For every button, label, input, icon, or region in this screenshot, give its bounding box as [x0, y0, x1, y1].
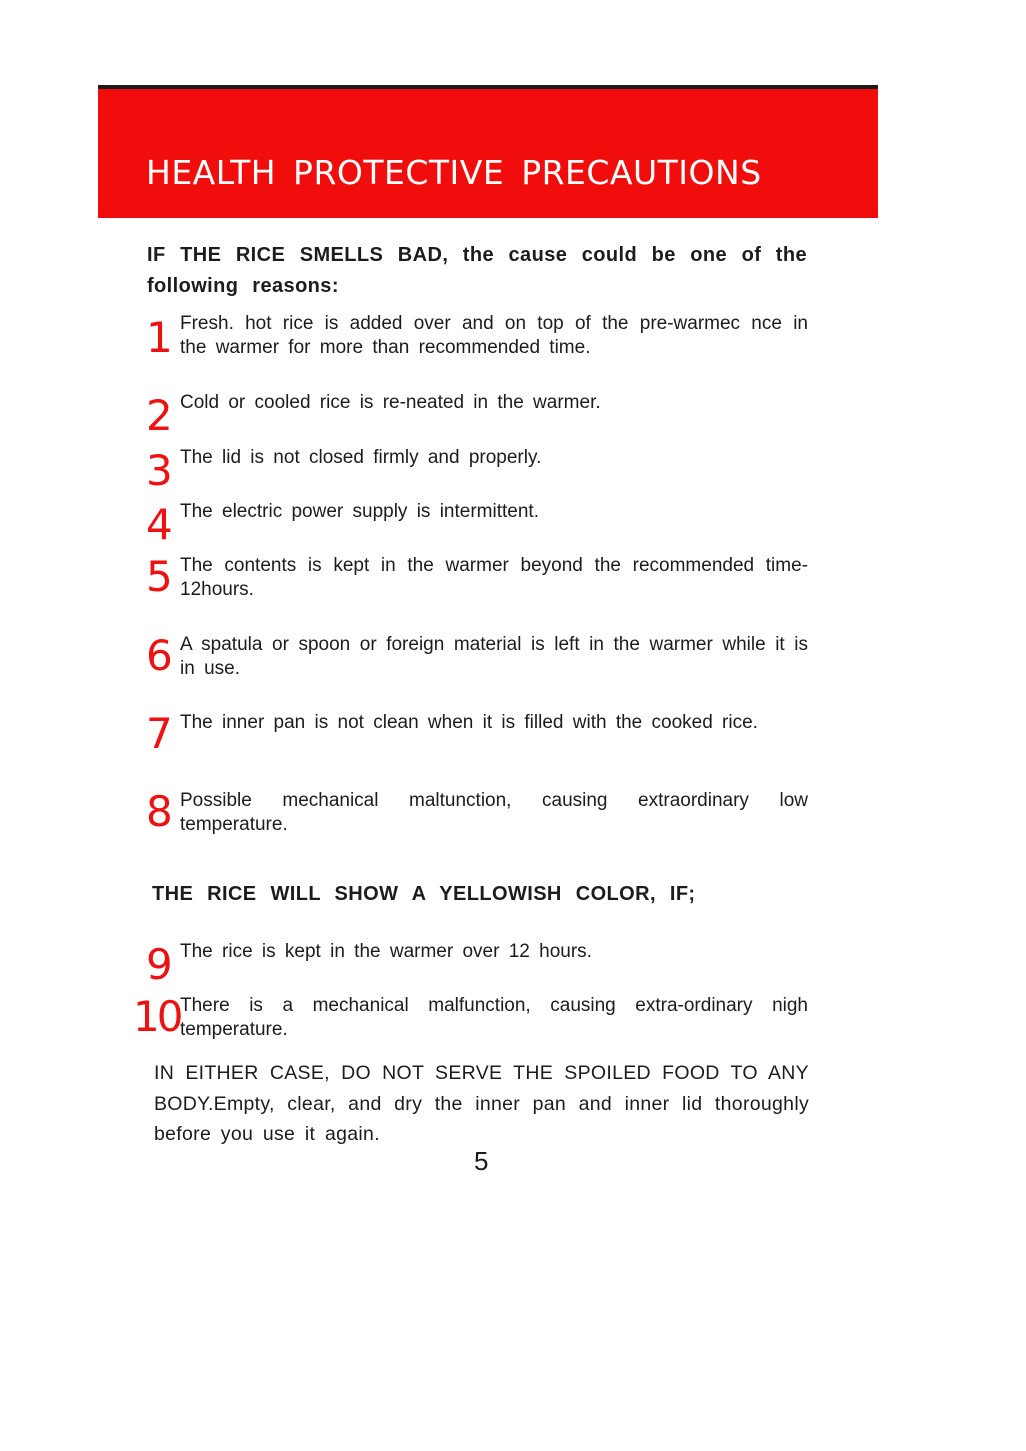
item-number: 9 — [146, 940, 173, 989]
item-text: There is a mechanical malfunction, causing extra-ordinary nigh temperature. — [180, 995, 808, 1040]
title-banner — [98, 89, 878, 218]
item-number: 1 — [146, 313, 173, 362]
page-title: HEALTH PROTECTIVE PRECAUTIONS — [146, 153, 762, 192]
item-number: 2 — [146, 391, 173, 440]
item-text: The inner pan is not clean when it is filled with the cooked rice. — [180, 712, 758, 733]
item-number: 4 — [146, 500, 173, 549]
item-text: The lid is not closed firmly and properly. — [180, 447, 542, 468]
item-text: The electric power supply is intermittent. — [180, 501, 539, 522]
item-text: A spatula or spoon or foreign material is left in the warmer while it is in use. — [180, 634, 808, 679]
item-number: 10 — [133, 992, 181, 1041]
section-heading-bad-smell: IF THE RICE SMELLS BAD, the cause could be one of the following reasons: — [147, 244, 807, 297]
item-text: Possible mechanical maltunction, causing extraordinary low temperature. — [180, 790, 808, 835]
page-number: 5 — [474, 1146, 489, 1176]
item-text: Fresh. hot rice is added over and on top of the pre-warmec nce in the warmer for more than recommended time. — [180, 313, 808, 358]
item-text: Cold or cooled rice is re-neated in the warmer. — [180, 392, 601, 413]
item-number: 6 — [146, 631, 173, 680]
section-heading-yellowish: THE RICE WILL SHOW A YELLOWISH COLOR, IF; — [152, 883, 696, 905]
item-number: 5 — [146, 552, 173, 601]
item-number: 8 — [146, 787, 173, 836]
item-text: The rice is kept in the warmer over 12 hours. — [180, 941, 592, 962]
warning-paragraph: IN EITHER CASE, DO NOT SERVE THE SPOILED FOOD TO ANY BODY.Empty, clear, and dry the inner pan and inner lid thoroughly before you use it again. — [154, 1062, 809, 1145]
item-number: 7 — [146, 709, 173, 758]
item-number: 3 — [146, 446, 173, 495]
item-text: The contents is kept in the warmer beyond the recommended time-12hours. — [180, 555, 808, 600]
